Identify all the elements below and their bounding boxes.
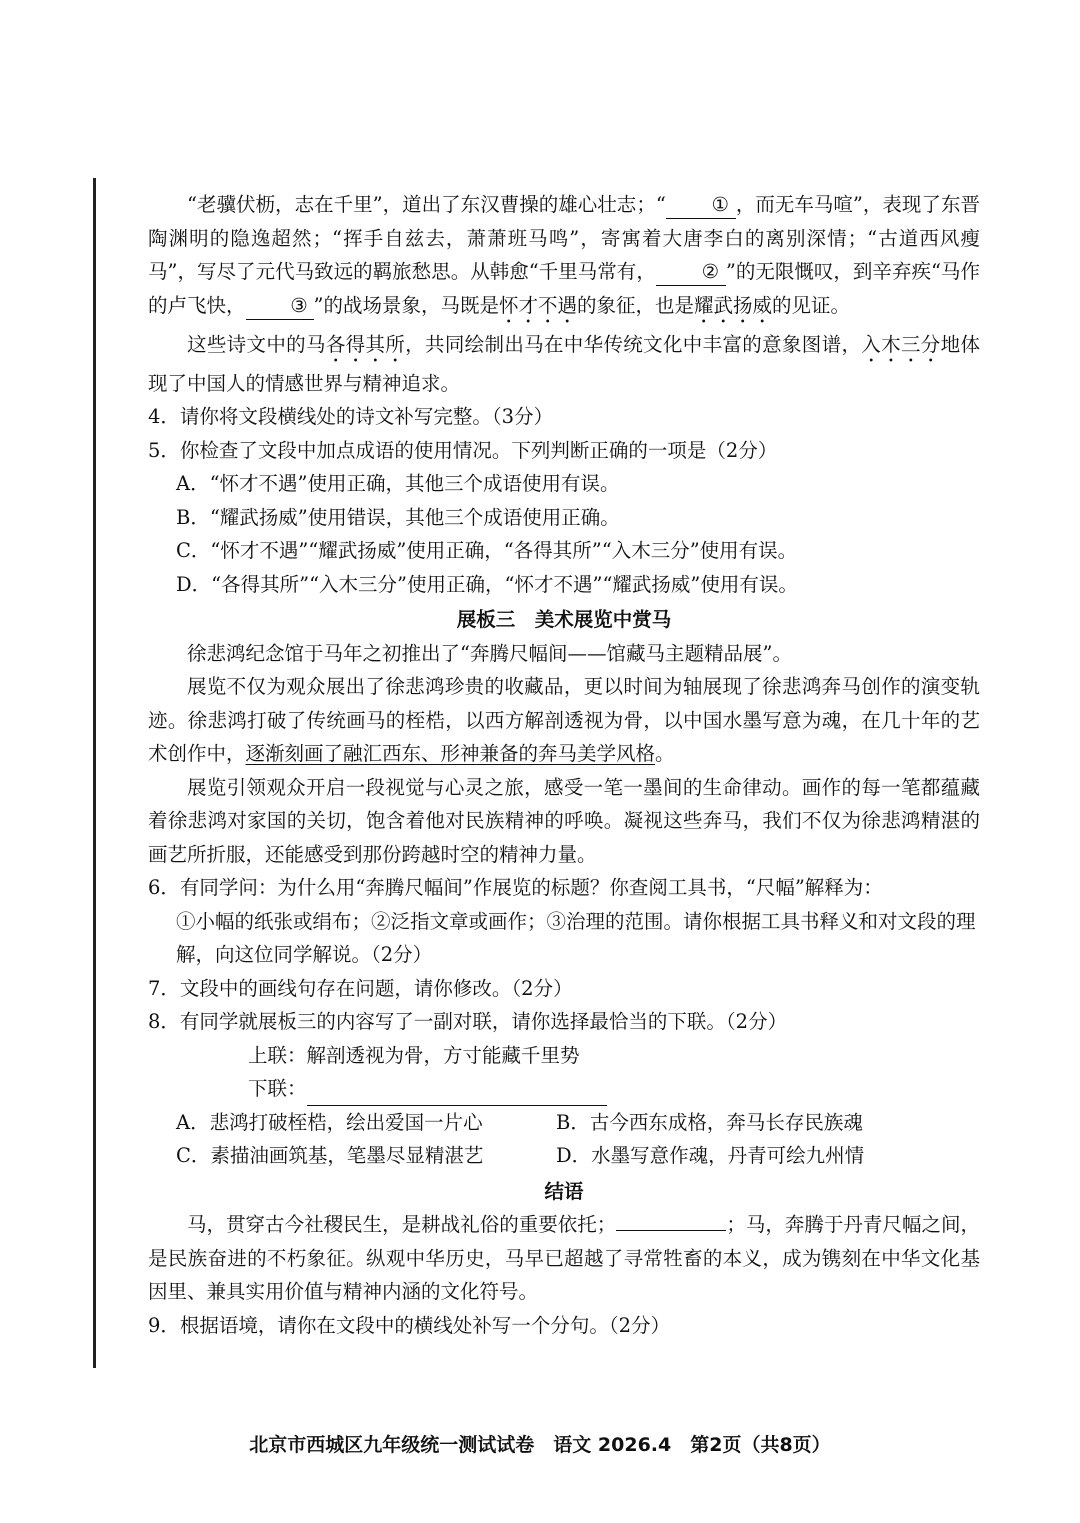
passage-text: 展览不仅为观众展出了徐悲鸿珍贵的收藏品，更以时间为轴展现了徐悲鸿奔马创作的演变轨迹。徐悲鸿打破了传统画马的桎梏，以西方解剖透视为骨，以中国水墨写意为魂，在几十年的艺术创作中， [148, 675, 980, 765]
blank-1: ① [666, 192, 736, 219]
blank-3: ③ [246, 293, 314, 320]
section-3-paragraph-1: 徐悲鸿纪念馆于马年之初推出了“奔腾尺幅间——馆藏马主题精品展”。 [187, 641, 792, 665]
section-3-heading: 展板三 美术展览中赏马 [456, 608, 672, 631]
passage-text: “老骥伏枥，志在千里”，道出了东汉曹操的雄心壮志；“ [187, 193, 666, 216]
passage-text: 。 [655, 742, 675, 765]
passage-text: ，共同绘制出马在中华传统文化中丰富的意象图谱， [405, 332, 862, 356]
question-9: 9．根据语境，请你在文段中的横线处补写一个分句。（2分） [148, 1313, 671, 1337]
blank-2: ② [656, 259, 726, 286]
passage-text: ”的战场景象，马既是 [313, 293, 499, 317]
passage-text: ”的无限慨叹，到辛弃疾“马作的卢飞快， [148, 260, 980, 317]
dotted-idiom: 耀武扬威 [694, 293, 773, 317]
section-3-paragraph-2 [148, 670, 980, 771]
dotted-idiom: 入木三分 [861, 332, 941, 356]
dotted-idiom: 怀才不遇 [499, 293, 578, 317]
dotted-idiom: 各得其所 [325, 332, 406, 356]
section-3-paragraph-3: 展览引领观众开启一段视觉与心灵之旅，感受一笔一墨间的生命律动。画作的每一笔都蕴藏着徐悲鸿对家国的关切，饱含着他对民族精神的呼唤。凝视这些奔马，我们不仅为徐悲鸿精湛的画艺所折服，还能感受到那份跨越时空的精神力量。 [148, 775, 980, 866]
poetry-passage [148, 188, 980, 328]
binding-margin-line [93, 178, 96, 1368]
question-5-option-d: D．“各得其所”“入木三分”使用正确，“怀才不遇”“耀武扬威”使用有误。 [176, 572, 798, 596]
question-8-option-b: B．古今西东成格，奔马长存民族魂 [556, 1110, 863, 1134]
passage-text: 的象征，也是 [577, 293, 695, 317]
question-5-option-a: A．“怀才不遇”使用正确，其他三个成语使用有误。 [176, 472, 620, 495]
underlined-sentence: 逐渐刻画了融汇西东、形神兼备的奔马美学风格 [245, 742, 656, 765]
question-8-stem: 8．有同学就展板三的内容写了一副对联，请你选择最恰当的下联。（2分） [148, 1010, 788, 1033]
question-5-option-c: C．“怀才不遇”“耀武扬威”使用正确，“各得其所”“入木三分”使用有误。 [176, 539, 798, 562]
passage-text: ；马，奔腾于丹青尺幅之间，是民族奋进的不朽象征。纵观中华历史，马早已超越了寻常牲畜的本义，成为镌刻在中华文化基因里、兼具实用价值与精神内涵的文化符号。 [148, 1213, 980, 1303]
question-8-option-c: C．素描油画筑基，笔墨尽显精湛艺 [176, 1144, 484, 1167]
couplet-upper: 上联：解剖透视为骨，方寸能藏千里势 [248, 1043, 580, 1067]
question-8-options-row-1 [148, 1106, 980, 1140]
question-6-stem: 6．有同学问：为什么用“奔腾尺幅间”作展览的标题？你查阅工具书，“尺幅”解释为： [148, 876, 883, 899]
passage-text: 这些诗文中的马 [187, 332, 326, 356]
question-7: 7．文段中的画线句存在问题，请你修改。（2分） [148, 976, 573, 1000]
couplet-lower [148, 1072, 980, 1106]
question-5-option-b: B．“耀武扬威”使用错误，其他三个成语使用正确。 [176, 505, 620, 529]
exam-page-content [148, 188, 980, 1342]
conclusion-heading: 结语 [544, 1179, 584, 1203]
conclusion-paragraph [148, 1208, 980, 1309]
question-5-stem: 5．你检查了文段中加点成语的使用情况。下列判断正确的一项是（2分） [148, 438, 778, 462]
question-8-options-row-2 [148, 1139, 980, 1173]
question-4: 4．请你将文段横线处的诗文补写完整。（3分） [148, 405, 554, 428]
passage-text: 地体现了中国人的情感世界与精神追求。 [148, 332, 980, 395]
couplet-answer-line [307, 1083, 607, 1106]
couplet-lower-label: 下联： [248, 1077, 307, 1100]
passage-text: ，而无车马喧”，表现了东晋陶渊明的隐逸超然；“挥手自兹去，萧萧班马鸣”，寄寓着大唐李白的离别深情；“古道西风瘦马”，写尽了元代马致远的羁旅愁思。从韩愈“千里马常有， [148, 193, 980, 283]
passage-text: 马，贯穿古今社稷民生，是耕战礼俗的重要依托； [187, 1213, 617, 1236]
summary-passage [148, 328, 980, 401]
question-6-body: ①小幅的纸张或绢布；②泛指文章或画作；③治理的范围。请你根据工具书释义和对文段的理解，向这位同学解说。（2分） [176, 909, 976, 966]
conclusion-blank [616, 1230, 726, 1231]
question-8-option-a: A．悲鸿打破桎梏，绘出爱国一片心 [176, 1110, 483, 1134]
passage-text: 的见证。 [772, 293, 851, 317]
page-footer: 北京市西城区九年级统一测试试卷 语文 2026.4 第2页（共8页） [249, 1434, 831, 1456]
question-8-option-d: D．水墨写意作魂，丹青可绘九州情 [556, 1144, 865, 1167]
